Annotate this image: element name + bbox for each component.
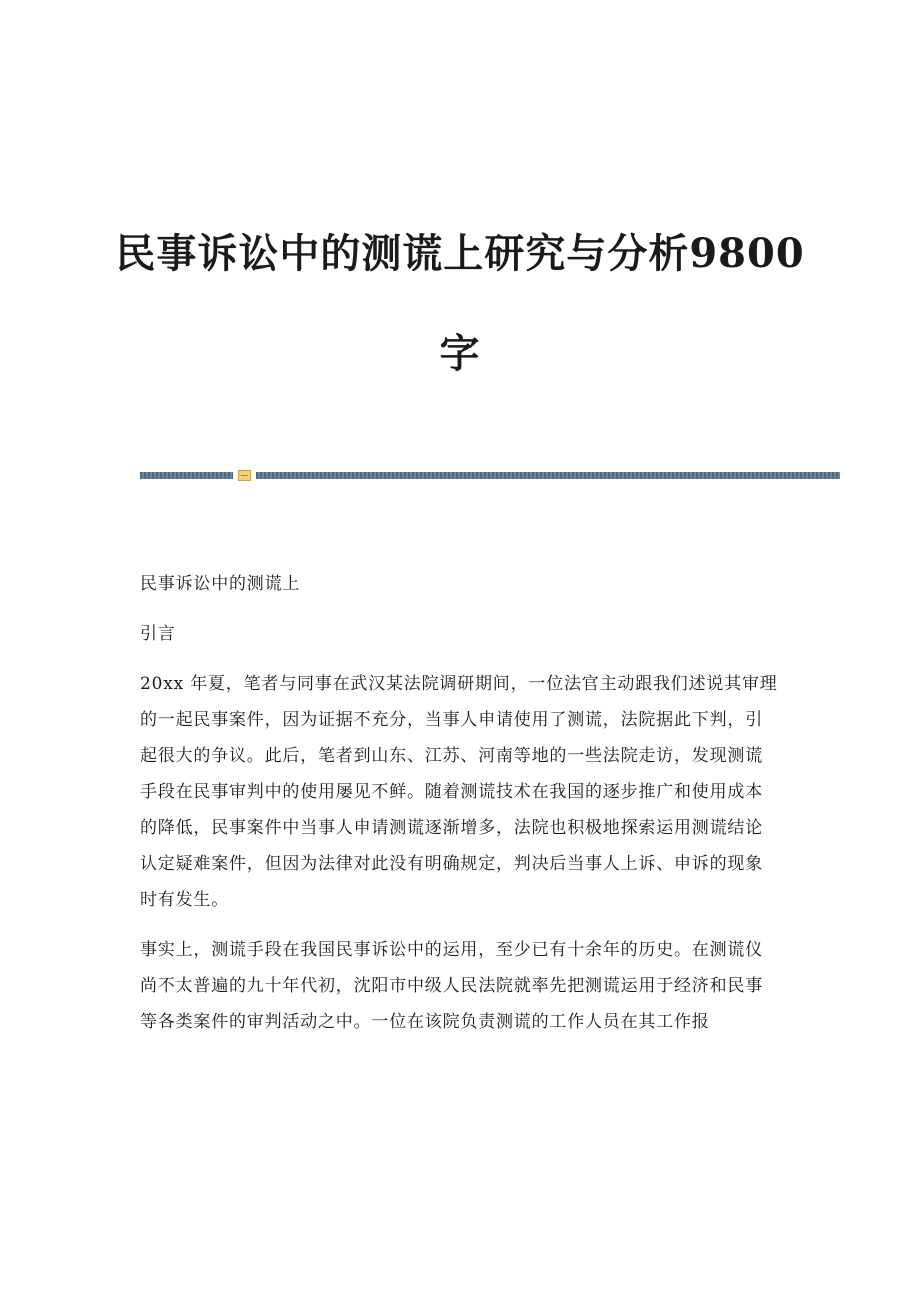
- title-line-1: 民事诉讼中的测谎上研究与分析9800: [115, 230, 805, 277]
- divider-ornament-icon: [238, 470, 251, 481]
- paragraph-1: 20xx 年夏，笔者与同事在武汉某法院调研期间，一位法官主动跟我们述说其审理的一起民事案件，因为证据不充分，当事人申请使用了测谎，法院据此下判，引起很大的争议。此后，笔者到山东、江苏、河南等地的一些法院走访，发现测谎手段在民事审判中的使用屡见不鲜。随着测谎技术在我国的逐步推广和使用成本的降低，民事案件中当事人申请测谎逐渐增多，法院也积极地探索运用测谎结论认定疑难案件，但因为法律对此没有明确规定，判决后当事人上诉、申诉的现象时有发生。: [140, 674, 778, 910]
- divider-bar-right: [256, 472, 840, 479]
- divider-bar-left: [140, 472, 233, 479]
- document-title: [0, 204, 920, 404]
- paragraph-2: 事实上，测谎手段在我国民事诉讼中的运用，至少已有十余年的历史。在测谎仪尚不太普遍的九十年代初，沈阳市中级人民法院就率先把测谎运用于经济和民事等各类案件的审判活动之中。一位在该院负责测谎的工作人员在其工作报: [140, 940, 763, 1032]
- section-heading: 引言: [140, 624, 176, 644]
- title-line-2: 字: [439, 330, 481, 377]
- body-heading: 民事诉讼中的测谎上: [140, 574, 301, 594]
- document-body: [140, 566, 780, 1054]
- title-divider: [140, 470, 840, 480]
